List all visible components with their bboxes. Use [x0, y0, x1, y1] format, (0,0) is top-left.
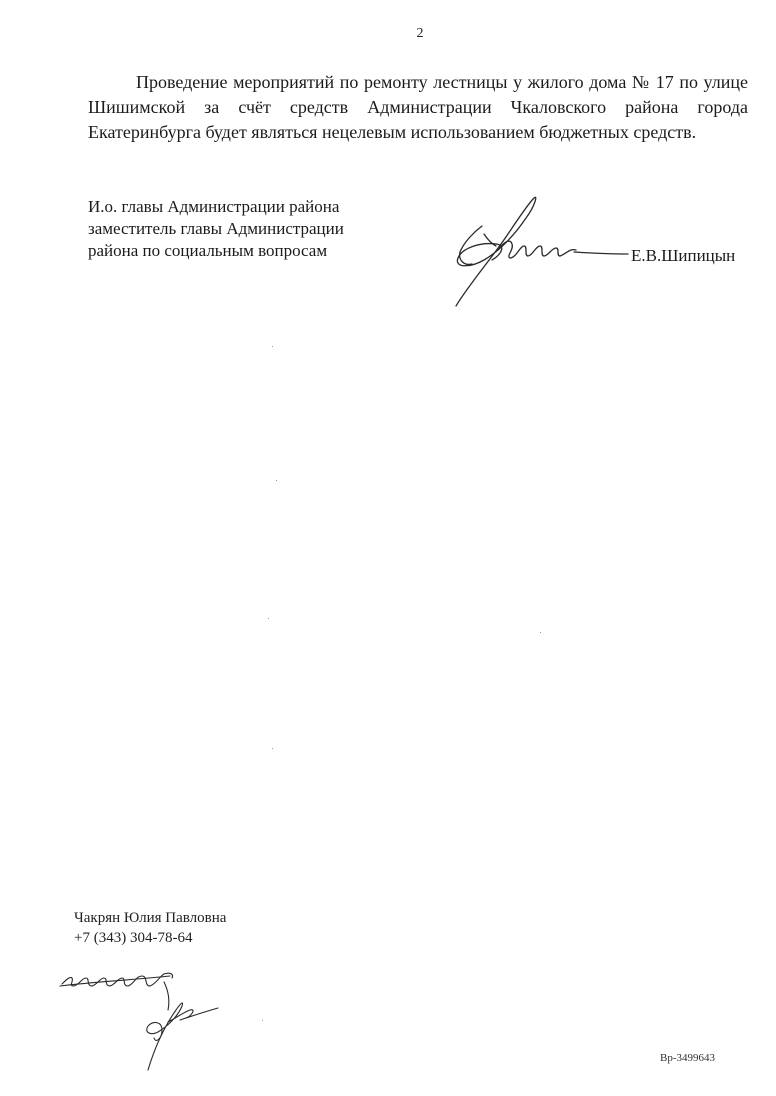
- approval-signature: [52, 960, 232, 1080]
- signatory-name: Е.В.Шипицын: [631, 246, 736, 265]
- scan-speck: [262, 1020, 263, 1021]
- signatory-title: [88, 196, 388, 262]
- signatory-title-line: И.о. главы Администрации района: [88, 197, 340, 216]
- executor-phone: +7 (343) 304-78-64: [74, 930, 193, 946]
- handwritten-signature: [440, 188, 630, 318]
- page-number: 2: [416, 26, 424, 41]
- scan-speck: [540, 632, 541, 633]
- scan-speck: [276, 480, 277, 481]
- scan-speck: [272, 346, 273, 347]
- signatory-title-line: района по социальным вопросам: [88, 241, 328, 260]
- executor-name: Чакрян Юлия Павловна: [74, 910, 227, 926]
- registration-number: Вр-3499643: [660, 1052, 715, 1064]
- scan-speck: [272, 748, 273, 749]
- body-paragraph: Проведение мероприятий по ремонту лестницы у жилого дома № 17 по улице Шишимской за счёт средств Администрации Чкаловского района города Екатеринбурга будет являться нецелевым использованием бюджетных средств.: [88, 72, 748, 142]
- signatory-title-line: заместитель главы Администрации: [88, 219, 344, 238]
- executor-block: [74, 908, 226, 948]
- scan-speck: [268, 618, 269, 619]
